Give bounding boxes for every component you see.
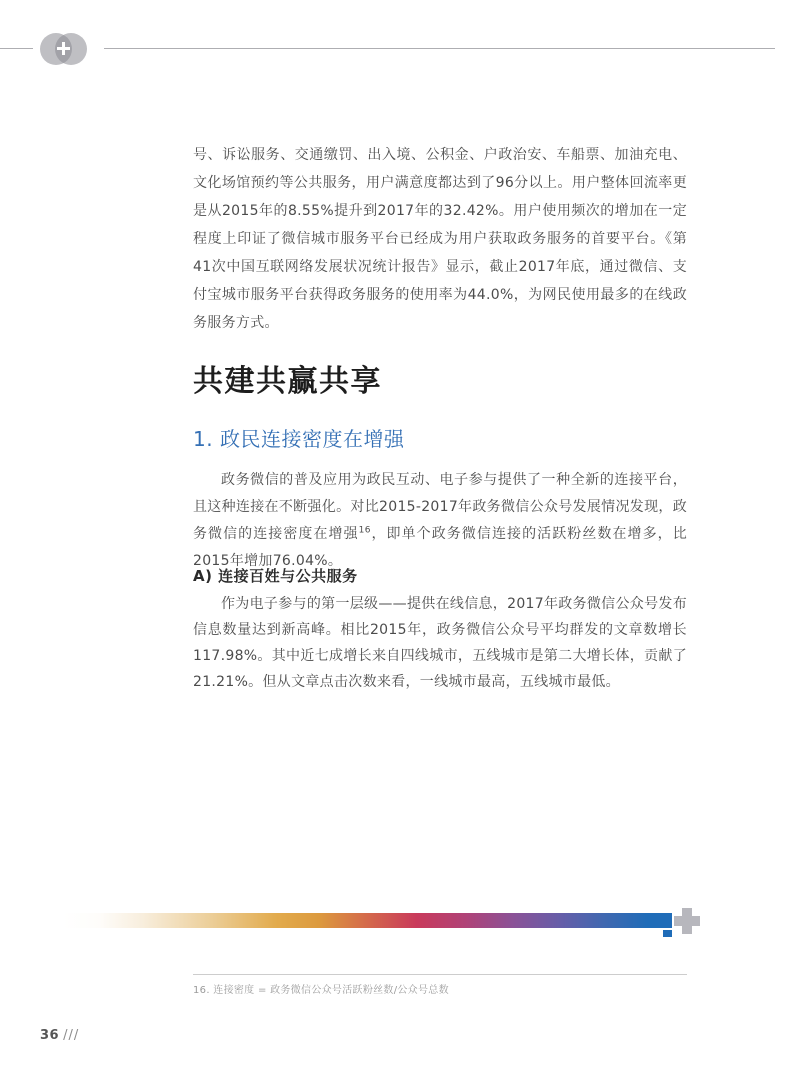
page-number: 36 [40,1028,60,1043]
section-paragraph [193,467,687,575]
section-paragraph-text: 政务微信的普及应用为政民互动、电子参与提供了一种全新的连接平台，且这种连接在不断强化。对比2015-2017年政务微信公众号发展情况发现，政务微信的连接密度在增强 [193,472,687,542]
intro-paragraph: 号、诉讼服务、交通缴罚、出入境、公积金、户政治安、车船票、加油充电、文化场馆预约等公共服务，用户满意度都达到了96分以上。用户整体回流率更是从2015年的8.55%提升到2017年的32.42%。用户使用频次的增加在一定程度上印证了微信城市服务平台已经成为用户获取政务服务的首要平台。《第41次中国互联网络发展状况统计报告》显示，截止2017年底，通过微信、支付宝城市服务平台获得政务服务的使用率为44.0%，为网民使用最多的在线政务服务方式。 [193,147,687,331]
section-paragraph-text-continued: ，即单个政务微信连接的活跃粉丝数在增多，比2015年增加76.04%。 [193,526,687,569]
footnote-rule [193,974,687,975]
subsection-paragraph: 作为电子参与的第一层级——提供在线信息，2017年政务微信公众号发布信息数量达到新高峰。相比2015年，政务微信公众号平均群发的文章数增长117.98%。其中近七成增长来自四线城市，五线城市是第二大增长体，贡献了21.21%。但从文章点击次数来看，一线城市最高，五线城市最低。 [193,596,687,690]
header-rule-right [104,48,775,49]
plus-icon [674,908,700,934]
logo-plus-icon [57,42,70,55]
page-footer [40,1028,79,1043]
report-logo-icon [40,33,87,65]
page-number-marks: /// [63,1028,80,1043]
bar-end-square [663,930,672,937]
section-title: 1. 政民连接密度在增强 [193,427,405,451]
subsection-title: A) 连接百姓与公共服务 [193,567,358,585]
header-rule-left [0,48,33,49]
chapter-title: 共建共赢共享 [193,364,382,399]
footnote-reference: 16 [358,525,371,536]
gradient-decoration-bar [63,913,672,928]
footnote-text: 16. 连接密度 = 政务微信公众号活跃粉丝数/公众号总数 [193,985,449,996]
